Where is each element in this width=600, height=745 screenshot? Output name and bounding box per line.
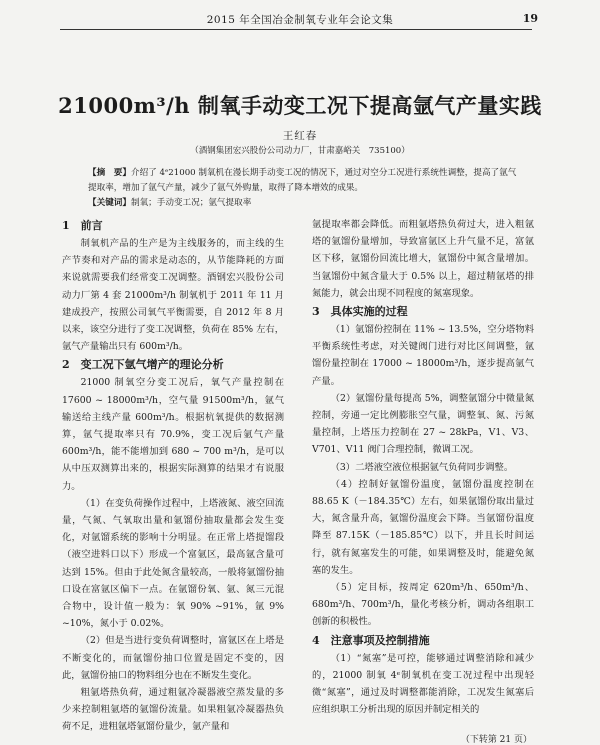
paragraph: 21000 制氧空分变工况后，氧气产量控制在 17600 ~ 18000m³/h，空气量 91500m³/h，氩气输送给主线产量 600m³/h。根据杭氧提供的数据测算，氩气提取率只有 70.9%，变工况后氩气产量 600m³/h，能不能增加到 680 ~ 700 m³/h，是可以从中压双测算出来的，根据实际测算的结果才有说服力。 bbox=[62, 377, 284, 492]
paragraph-continued: 氩提取率都会降低。而粗氩塔热负荷过大，进入粗氩塔的氩馏份量增加，导致富氩区上升气量不足，富氩区下移，氩馏份回流比增大，氩馏份中氮含量增加。当氩馏份中氮含量大于 0.5% 以上，超过精氩塔的排氮能力，就会出现不同程度的氮塞现象。 bbox=[312, 219, 534, 299]
paragraph: （3）二塔液空液位根据氩气负荷同步调整。 bbox=[330, 461, 514, 473]
right-column bbox=[312, 216, 534, 718]
section-heading-theory: 2 变工况下氩气增产的理论分析 bbox=[62, 358, 224, 372]
author-affiliation: （酒钢集团宏兴股份公司动力厂，甘肃嘉峪关 735100） bbox=[190, 146, 410, 156]
journal-title: 2015 年全国冶金制氧专业年会论文集 bbox=[206, 14, 394, 26]
paragraph: （5）定目标，按周定 620m³/h、650m³/h、680m³/h、700m³/h，量化考核分析，调动各组职工创新的积极性。 bbox=[312, 582, 534, 628]
keywords-label: 【关键词】 bbox=[88, 198, 131, 208]
author-name: 王红春 bbox=[282, 130, 318, 142]
paragraph: （4）控制好氩馏份温度，氩馏份温度控制在 88.65 K（－184.35℃）左右，如果氩馏份取出量过大，氮含量升高，氩馏份温度会下降。当氩馏份温度降至 87.15K（－185.85℃）以下，并且长时间运行，就有氮塞发生的可能，如果调整及时，能避免氮塞的发生。 bbox=[312, 478, 534, 576]
abstract-block bbox=[88, 166, 524, 211]
paragraph: （1）在变负荷操作过程中，上塔液氮、液空回流量，气氮、气氧取出量和氩馏份抽取量都会发生变化，对氩馏系统的影响十分明显。在正常上塔提馏段（液空进料口以下）形成一个富氩区，最高氩含量可达到 15%。但由于此处氮含量较高，一般将氩馏份抽口设在富氩区偏下一点。在氩馏份氧、氩、氮三元混合物中，设计值一般为：氧 90% ~91%，氩 9% ~10%，氮小于 0.02%。 bbox=[62, 497, 284, 630]
abstract-label: 【摘 要】 bbox=[88, 168, 131, 178]
article-title: 21000m³/h 制氧手动变工况下提高氩气产量实践 bbox=[58, 93, 542, 118]
paragraph: 粗氩塔热负荷，通过粗氩冷凝器液空蒸发量的多少来控制粗氩塔的氩馏份流量。如果粗氩冷凝器热负荷不足，进粗氩塔氩馏份量少，氩产量和 bbox=[62, 687, 284, 733]
paragraph: （2）但是当进行变负荷调整时，富氩区在上塔是不断变化的，而氩馏份抽口位置是固定不变的，因此，氩馏份抽口的物料组分也在不断发生变化。 bbox=[62, 635, 284, 681]
section-heading-introduction: 1 前言 bbox=[62, 219, 103, 232]
section-heading-precautions: 4 注意事项及控制措施 bbox=[312, 633, 430, 647]
page-number: 19 bbox=[522, 12, 538, 25]
running-header bbox=[0, 0, 600, 32]
abstract-text: 介绍了 4ᵉ21000 制氧机在漫长期手动变工况的情况下，通过对空分工况进行系统性调整，提高了氩气提取率，增加了氩气产量，减少了氩气外购量，取得了降本增效的成果。 bbox=[88, 168, 517, 193]
keywords-text: 制氧；手动变工况；氩气提取率 bbox=[130, 198, 252, 208]
left-column bbox=[62, 216, 284, 736]
paragraph: （2）氩馏份量每提高 5%，调整氩馏分中微量氮控制，旁通一定比例膨胀空气量，调整氧、氮、污氮量控制，上塔压力控制在 27 ~ 28kPa，V1、V3、V701、V11 阀门合理控制，微调工况。 bbox=[312, 392, 534, 456]
continued-note: （下转第 21 页） bbox=[460, 735, 532, 745]
paragraph: （1）“氮塞”是可控，能够通过调整消除和减少的，21000 制氧 4ᵉ制氧机在变工况过程中出现轻微“氮塞”，通过及时调整都能消除，工况发生氮塞后应组织职工分析出现的原因并制定相关的 bbox=[312, 652, 534, 716]
header-rule bbox=[60, 29, 532, 30]
paragraph: 制氧机产品的生产是为主线服务的，而主线的生产节奏和对产品的需求是动态的，从节能降耗的方面来说就需要我们经常变工况调整。酒钢宏兴股份公司动力厂第 4 套 21000m³/h 制氧机于 2011 年 11 月建成投产，按照公司氧气平衡需要，自 2012 年 8 月以来，该空分进行了变工况调整，负荷在 85% 左右，氩气产量输出只有 600m³/h。 bbox=[62, 238, 284, 353]
section-heading-implementation: 3 具体实施的过程 bbox=[312, 305, 408, 319]
paragraph: （1）氩馏份控制在 11% ~ 13.5%，空分塔物料平衡系统性考虑，对关键阀门进行对比区间调整，氩馏份量控制在 17000 ~ 18000m³/h，逐步提高氩气产量。 bbox=[312, 324, 534, 387]
keywords-paragraph bbox=[88, 196, 524, 211]
abstract-paragraph bbox=[88, 166, 524, 196]
